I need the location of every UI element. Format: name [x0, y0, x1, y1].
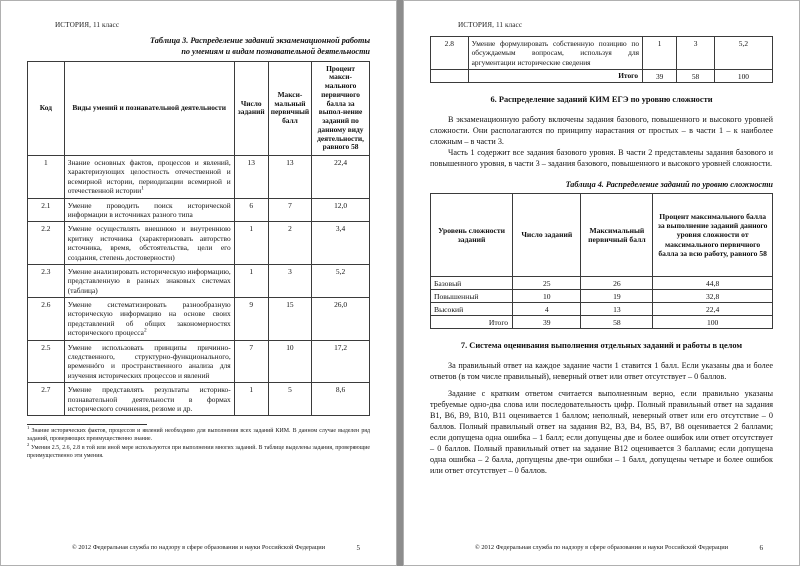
footnotes-left — [27, 425, 370, 461]
table-row — [28, 222, 370, 265]
table-3-continued — [430, 36, 773, 83]
footnote-text: Умения 2.5, 2.6, 2.8 в той или иной мере используются при выполнении многих заданий. В таблице выделены задания, проверяющие преимущественно эти умения. — [27, 445, 370, 460]
row-percent: 12,0 — [312, 198, 370, 222]
total-label: Итого — [468, 70, 642, 83]
table3-header-row — [28, 61, 370, 155]
table3-caption-line1: Таблица 3. Распределение заданий экзаменационной работы — [150, 36, 370, 45]
table4-col-percent: Процент максимального балла за выполнение заданий данного уровня сложности от максимального первичного балла за всю работу, равного 58 — [653, 194, 773, 277]
row-max-score: 19 — [581, 290, 653, 303]
row-max-score: 2 — [268, 222, 311, 265]
row-percent: 32,8 — [653, 290, 773, 303]
table3-body — [28, 156, 370, 416]
table-row — [431, 37, 773, 70]
table-row — [28, 383, 370, 416]
running-head-right: ИСТОРИЯ, 11 класс — [458, 21, 523, 29]
total-percent: 100 — [714, 70, 772, 83]
row-description: Умение систематизировать разнообразную историческую информацию на основе своих представлений об общих закономерностях исторического процесса$^2$ — [64, 298, 234, 341]
table4-col-maxscore: Максимальный первичный балл — [581, 194, 653, 277]
row-count: 1 — [234, 383, 268, 416]
table-row — [28, 198, 370, 222]
row-level: Повышенный — [431, 290, 513, 303]
row-percent: 5,2 — [714, 37, 772, 70]
row-code: 2.1 — [28, 198, 65, 222]
table3-head — [28, 61, 370, 155]
section-7-paragraph-2: Задание с кратким ответом считается выполненным верно, если правильно указаны требуемые одно-два слова или последовательность цифр. Полный правильный ответ на задания В1, В6, В9, В10, В11 оценивается 1 баллом; неполный, неверный ответ или его отсутствие – 0 баллов. Полный правильный ответ на задания В2, В3, В4, В5, В7, В8 оценивается 2 баллами; если допущена одна ошибка – 1 балл; если допущены две и более ошибок или ответ отсутствует – 0 баллов. Полный правильный ответ на задание В12 оценивается 3 баллами; если допущена одна ошибка – 2 балла, допущены две-три ошибки – 1 балл, допущены четыре и более ошибок или ответ отсутствует – 0 баллов. — [430, 388, 773, 475]
row-percent: 3,4 — [312, 222, 370, 265]
table3-col-percent: Процент макси-мального первичного балла за выпол-нение заданий по данному виду деятельности, равного 58 — [312, 61, 370, 155]
table-total-row — [431, 316, 773, 329]
row-count: 10 — [513, 290, 581, 303]
row-level: Высокий — [431, 303, 513, 316]
row-count: 1 — [234, 222, 268, 265]
table4-header-row — [431, 194, 773, 277]
row-count: 9 — [234, 298, 268, 341]
row-description: Умение осуществлять внешнюю и внутреннюю критику источника (характеризовать авторство источника, время, обстоятельства, цели его создания, степень достоверности) — [64, 222, 234, 265]
row-description: Знание основных фактов, процессов и явлений, характеризующих целостность отечественной и всемирной истории, периодизации всемирной и отечественной истории$^1$ — [64, 156, 234, 199]
page-right-content — [404, 1, 799, 565]
row-level: Базовый — [431, 277, 513, 290]
total-count: 39 — [513, 316, 581, 329]
table-row — [431, 303, 773, 316]
copyright-left: © 2012 Федеральная служба по надзору в сфере образования и науки Российской Федерации — [71, 544, 326, 551]
footnote-marker: 1 — [27, 425, 30, 431]
row-code: 2.8 — [431, 37, 469, 70]
table3-caption-line2: по умениям и видам познавательной деятельности — [181, 46, 370, 56]
row-description: Умение представлять результаты историко-познавательной деятельности в формах исторического сочинения, резюме и др. — [64, 383, 234, 416]
page-footer-right — [430, 544, 773, 551]
page-number-right: 6 — [759, 544, 763, 552]
running-head-left: ИСТОРИЯ, 11 класс — [55, 21, 120, 29]
row-count: 4 — [513, 303, 581, 316]
table-row — [28, 264, 370, 297]
row-description: Умение проводить поиск исторической информации в источниках разного типа — [64, 198, 234, 222]
footnote-marker: 1 — [141, 185, 144, 192]
row-percent: 8,6 — [312, 383, 370, 416]
footnote-separator — [27, 424, 147, 425]
table-row — [28, 156, 370, 199]
page-right — [403, 0, 800, 566]
row-description: Умение анализировать историческую информацию, представленную в разных знаковых системах (таблица) — [64, 264, 234, 297]
total-percent: 100 — [653, 316, 773, 329]
footnote-marker: 2 — [143, 327, 147, 334]
table4-caption: Таблица 4. Распределение заданий по уровню сложности — [565, 180, 773, 190]
row-count: 1 — [643, 37, 677, 70]
section-6-heading: 6. Распределение заданий КИМ ЕГЭ по уровню сложности — [490, 95, 713, 105]
row-count: 25 — [513, 277, 581, 290]
table3-col-count: Число заданий — [234, 61, 268, 155]
total-count: 39 — [643, 70, 677, 83]
table-row — [431, 277, 773, 290]
row-max-score: 7 — [268, 198, 311, 222]
table3-caption — [27, 36, 370, 58]
table-row — [431, 290, 773, 303]
table-4-difficulty-distribution — [430, 193, 773, 329]
row-max-score: 3 — [677, 37, 715, 70]
table-3-skills-distribution — [27, 61, 370, 417]
section-6-paragraph-2: Часть 1 содержит все задания базового уровня. В части 2 представлены задания базового и повышенного уровня, в части 3 – задания базового, повышенного и высокого уровней сложности. — [430, 148, 773, 169]
row-code: 2.7 — [28, 383, 65, 416]
footnote — [27, 425, 370, 444]
row-max-score: 13 — [581, 303, 653, 316]
row-max-score: 13 — [268, 156, 311, 199]
row-percent: 26,0 — [312, 298, 370, 341]
row-count: 13 — [234, 156, 268, 199]
row-max-score: 15 — [268, 298, 311, 341]
footnote — [27, 442, 370, 461]
table3-col-code: Код — [28, 61, 65, 155]
row-max-score: 10 — [268, 340, 311, 383]
table-total-row — [431, 70, 773, 83]
total-max-score: 58 — [677, 70, 715, 83]
copyright-right: © 2012 Федеральная служба по надзору в сфере образования и науки Российской Федерации — [474, 544, 729, 551]
row-code: 2.2 — [28, 222, 65, 265]
page-left-content — [1, 1, 396, 565]
total-max-score: 58 — [581, 316, 653, 329]
section-7-paragraph-1: За правильный ответ на каждое задание части 1 ставится 1 балл. Если указаны два и более ответов (в том числе правильный), неверный ответ или ответ отсутствует – 0 баллов. — [430, 360, 773, 381]
table4-col-count: Число заданий — [513, 194, 581, 277]
row-percent: 22,4 — [653, 303, 773, 316]
section-6-paragraph-1: В экзаменационную работу включены задания базового, повышенного и высокого уровней сложности. Они располагаются по принципу нарастания от простых – в части 1 – к наиболее сложным – в части 3. — [430, 115, 773, 147]
row-code: 2.3 — [28, 264, 65, 297]
row-count: 1 — [234, 264, 268, 297]
row-percent: 22,4 — [312, 156, 370, 199]
footnote-text: Знание исторических фактов, процессов и явлений необходимо для выполнения всех заданий КИМ. В данном случае выделен ряд заданий, проверяющих преимущественно знание. — [27, 428, 370, 443]
page-left — [0, 0, 397, 566]
row-count: 7 — [234, 340, 268, 383]
row-description: Умение формулировать собственную позицию по обсуждаемым вопросам, используя для аргументации исторические сведения — [468, 37, 642, 70]
table3-col-maxscore: Макси-мальный первичный балл — [268, 61, 311, 155]
row-description: Умение использовать принципы причинно-следственного, структурно-функционального, временнóго и пространственного анализа для изучения исторических процессов и явлений — [64, 340, 234, 383]
table4-body — [431, 277, 773, 329]
table3-cont-body — [431, 37, 773, 83]
row-percent: 17,2 — [312, 340, 370, 383]
row-code: 2.5 — [28, 340, 65, 383]
row-percent: 5,2 — [312, 264, 370, 297]
page-footer-left — [27, 544, 370, 551]
table4-head — [431, 194, 773, 277]
table-row — [28, 340, 370, 383]
total-empty — [431, 70, 469, 83]
row-code: 1 — [28, 156, 65, 199]
page-number-left: 5 — [356, 544, 360, 552]
row-percent: 44,8 — [653, 277, 773, 290]
table4-col-level: Уровень сложности заданий — [431, 194, 513, 277]
table-row — [28, 298, 370, 341]
table3-col-skill: Виды умений и познавательной деятельности — [64, 61, 234, 155]
row-code: 2.6 — [28, 298, 65, 341]
total-label: Итого — [431, 316, 513, 329]
row-max-score: 5 — [268, 383, 311, 416]
row-count: 6 — [234, 198, 268, 222]
row-max-score: 26 — [581, 277, 653, 290]
section-7-heading: 7. Система оценивания выполнения отдельных заданий и работы в целом — [460, 341, 743, 351]
row-max-score: 3 — [268, 264, 311, 297]
footnote-marker: 2 — [27, 442, 30, 448]
